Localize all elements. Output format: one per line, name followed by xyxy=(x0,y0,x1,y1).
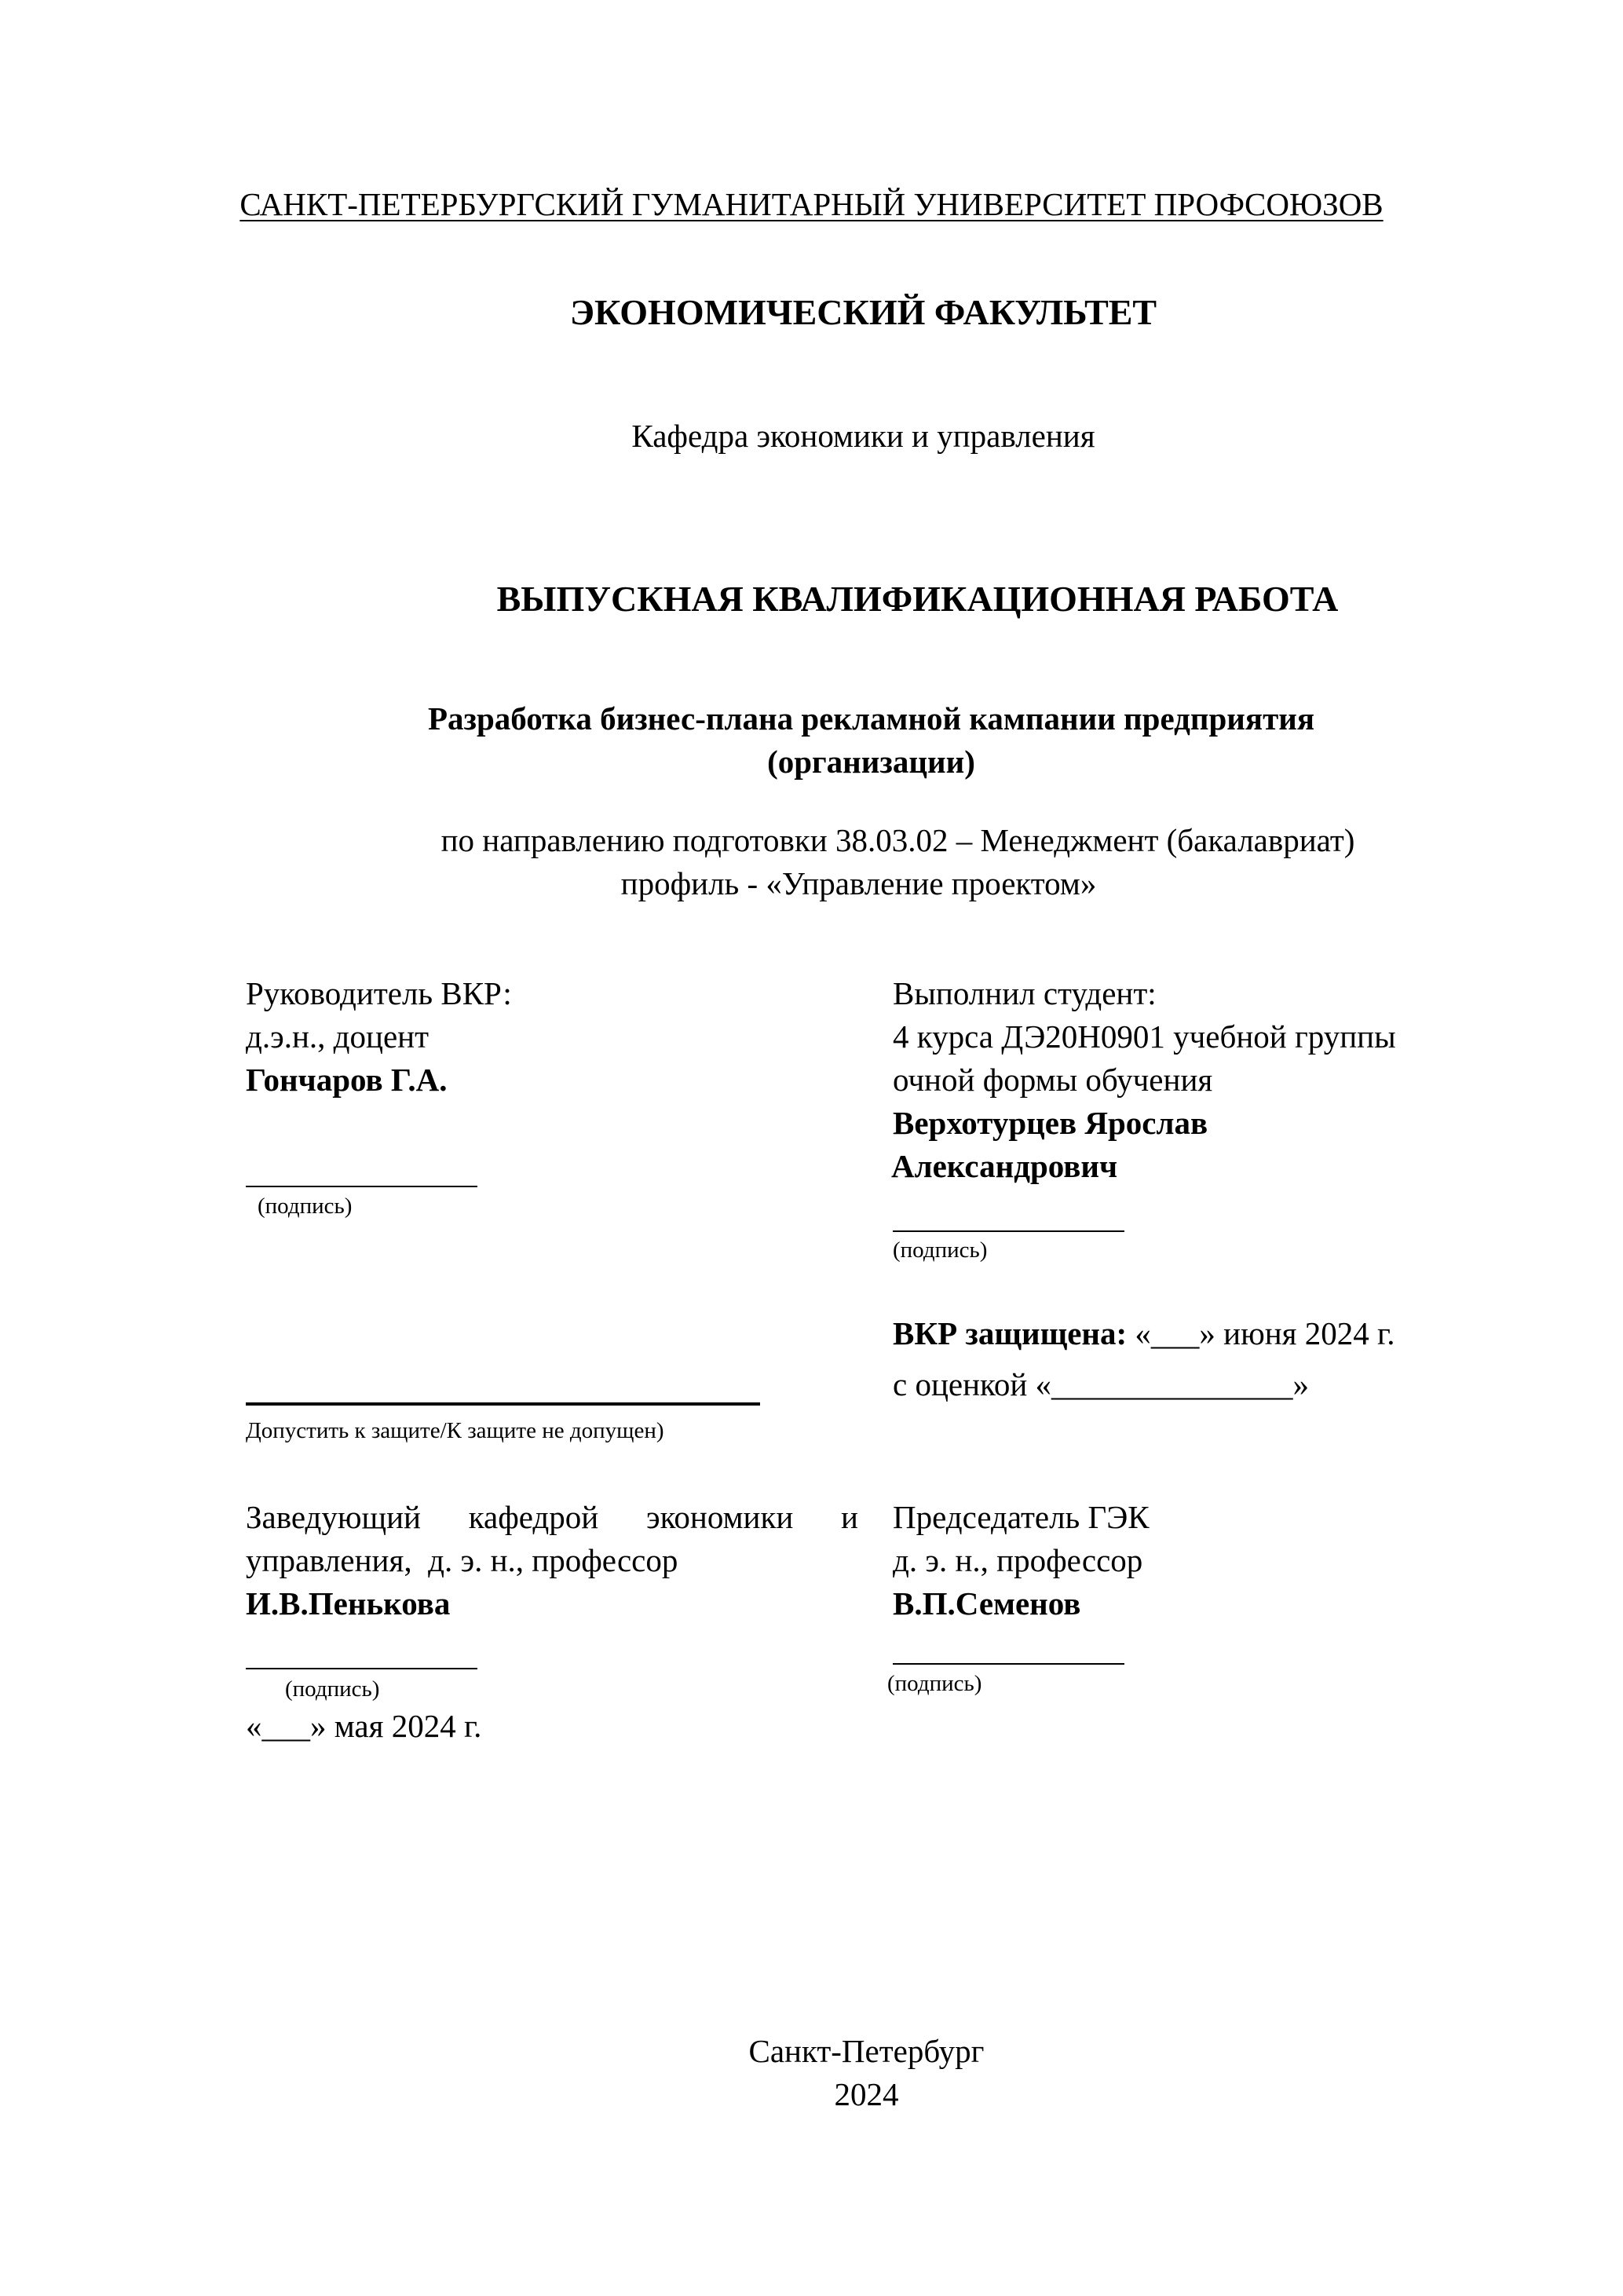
defense-label: ВКР защищена: xyxy=(893,1315,1128,1351)
head-date: «___» мая 2024 г. xyxy=(246,1708,482,1744)
defense-grade: с оценкой «_______________» xyxy=(893,1366,1310,1402)
topic-line-1: Разработка бизнес-плана рекламной кампании предприятия xyxy=(427,700,1315,737)
student-name-line-1: Верхотурцев Ярослав xyxy=(893,1105,1208,1141)
chairman-degree: д. э. н., профессор xyxy=(893,1542,1143,1578)
supervisor-label: Руководитель ВКР: xyxy=(246,975,512,1011)
admission-line xyxy=(246,1402,760,1406)
student-signature-line xyxy=(893,1230,1124,1232)
head-name: И.В.Пенькова xyxy=(246,1585,451,1621)
supervisor-signature-caption: (подпись) xyxy=(258,1194,353,1219)
faculty-name: ЭКОНОМИЧЕСКИЙ ФАКУЛЬТЕТ xyxy=(569,292,1157,332)
student-group: 4 курса ДЭ20Н0901 учебной группы xyxy=(893,1018,1396,1055)
supervisor-degree: д.э.н., доцент xyxy=(246,1018,430,1055)
student-signature-caption: (подпись) xyxy=(893,1238,988,1263)
study-direction: по направлению подготовки 38.03.02 – Менеджмент (бакалавриат) xyxy=(440,822,1355,858)
student-study-form: очной формы обучения xyxy=(893,1062,1213,1098)
student-label: Выполнил студент: xyxy=(893,975,1157,1011)
chairman-name: В.П.Семенов xyxy=(893,1585,1081,1621)
work-type-title: ВЫПУСКНАЯ КВАЛИФИКАЦИОННАЯ РАБОТА xyxy=(496,579,1339,619)
topic-line-2: (организации) xyxy=(767,744,975,780)
admission-caption: Допустить к защите/К защите не допущен) xyxy=(246,1418,664,1443)
footer-city: Санкт-Петербург xyxy=(748,2033,985,2069)
supervisor-signature-line xyxy=(246,1186,477,1187)
study-profile: профиль - «Управление проектом» xyxy=(620,865,1097,901)
supervisor-name: Гончаров Г.А. xyxy=(246,1062,448,1098)
student-name-line-2: Александрович xyxy=(891,1148,1118,1184)
chairman-label: Председатель ГЭК xyxy=(893,1499,1150,1535)
footer-year: 2024 xyxy=(834,2076,899,2112)
head-signature-caption: (подпись) xyxy=(285,1676,380,1702)
defense-row xyxy=(893,1315,1395,1351)
defense-date: «___» июня 2024 г. xyxy=(1135,1315,1395,1351)
chairman-signature-line xyxy=(893,1663,1124,1665)
university-name: САНКТ-ПЕТЕРБУРГСКИЙ ГУМАНИТАРНЫЙ УНИВЕРСИТЕТ ПРОФСОЮЗОВ xyxy=(239,186,1384,222)
head-position-line-1: Заведующий кафедрой экономики и xyxy=(246,1499,858,1535)
head-signature-line xyxy=(246,1668,477,1669)
department-name: Кафедра экономики и управления xyxy=(631,418,1095,454)
chairman-signature-caption: (подпись) xyxy=(887,1671,982,1696)
head-position-line-2: управления, д. э. н., профессор xyxy=(246,1542,678,1578)
